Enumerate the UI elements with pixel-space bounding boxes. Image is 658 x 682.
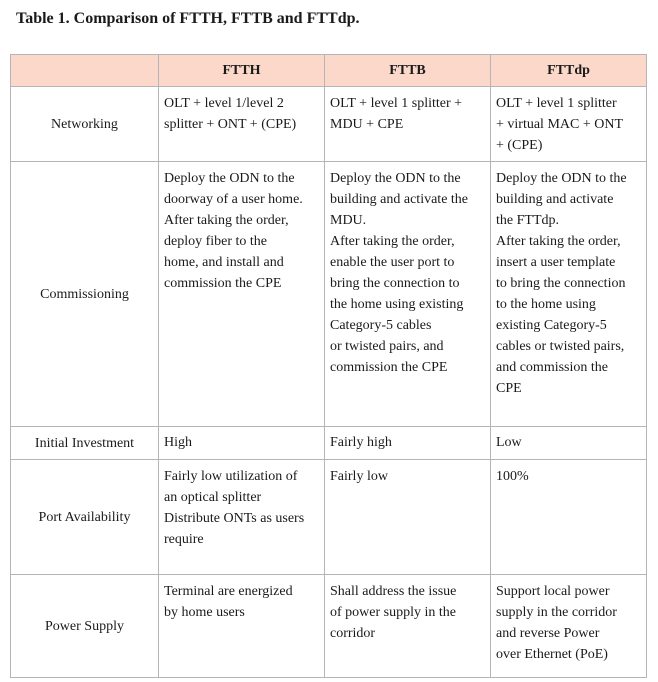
table-cell: OLT + level 1 splitter + MDU + CPE (325, 87, 491, 162)
header-cell-fttdp: FTTdp (491, 55, 647, 87)
table-row (11, 575, 647, 678)
header-cell-empty (11, 55, 159, 87)
table-cell: Deploy the ODN to the building and activate the FTTdp. After taking the order, insert a user template to bring the connection to the home using existing Category-5 cables or twisted pairs, and commission the CPE (491, 162, 647, 427)
header-row (11, 55, 647, 87)
table-cell: 100% (491, 460, 647, 575)
table-cell: Deploy the ODN to the doorway of a user home. After taking the order, deploy fiber to the home, and install and commission the CPE (159, 162, 325, 427)
header-cell-fttb: FTTB (325, 55, 491, 87)
table-cell: Fairly low utilization of an optical splitter Distribute ONTs as users require (159, 460, 325, 575)
table-cell: Shall address the issue of power supply in the corridor (325, 575, 491, 678)
table-cell: Support local power supply in the corridor and reverse Power over Ethernet (PoE) (491, 575, 647, 678)
table-row (11, 427, 647, 460)
table-row (11, 87, 647, 162)
table-cell: Terminal are energized by home users (159, 575, 325, 678)
row-label-commissioning: Commissioning (11, 162, 159, 427)
comparison-table (10, 54, 647, 678)
table-cell: OLT + level 1/level 2 splitter + ONT + (CPE) (159, 87, 325, 162)
table-cell: OLT + level 1 splitter + virtual MAC + ONT + (CPE) (491, 87, 647, 162)
row-label-port-availability: Port Availability (11, 460, 159, 575)
row-label-power-supply: Power Supply (11, 575, 159, 678)
table-caption: Table 1. Comparison of FTTH, FTTB and FTTdp. (16, 10, 360, 27)
table-cell: Fairly low (325, 460, 491, 575)
table-cell: Deploy the ODN to the building and activate the MDU. After taking the order, enable the user port to bring the connection to the home using existing Category-5 cables or twisted pairs, and commission the CPE (325, 162, 491, 427)
table-cell: High (159, 427, 325, 460)
header-cell-ftth: FTTH (159, 55, 325, 87)
table-row (11, 460, 647, 575)
table-cell: Low (491, 427, 647, 460)
table-cell: Fairly high (325, 427, 491, 460)
row-label-networking: Networking (11, 87, 159, 162)
table-row (11, 162, 647, 427)
row-label-initial-investment: Initial Investment (11, 427, 159, 460)
